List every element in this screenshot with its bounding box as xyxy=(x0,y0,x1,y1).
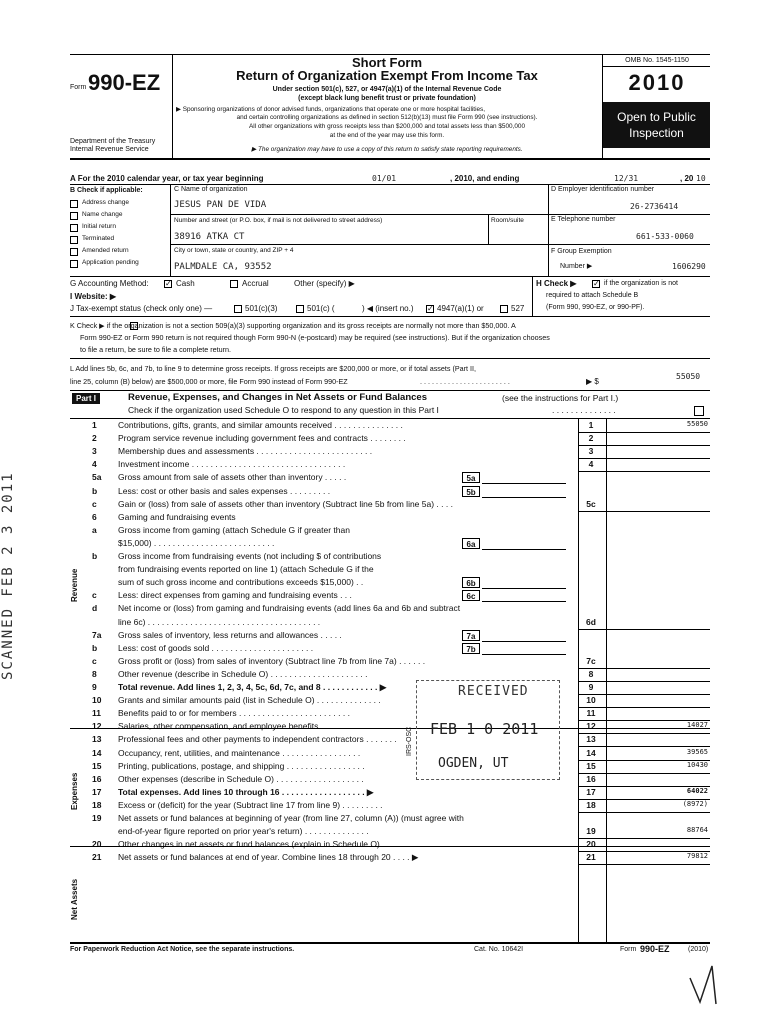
line-label: Gross profit or (loss) from sales of inventory (Subtract line 7b from line 7a) . . . . . . xyxy=(118,655,426,666)
line-number: b xyxy=(92,485,98,496)
line-number: a xyxy=(92,524,97,535)
line-number: 12 xyxy=(92,721,102,732)
line-number: 6 xyxy=(92,511,97,522)
line-label: Professional fees and other payments to independent contractors . . . . . . . xyxy=(118,734,397,745)
line-b-check-label: Initial return xyxy=(82,223,116,230)
line-label: Membership dues and assessments . . . . . . . . . . . . . . . . . . . . . . . . . xyxy=(118,446,373,457)
line-label: Other expenses (describe in Schedule O) . . . . . . . . . . . . . . . . . . . xyxy=(118,773,364,784)
line-number: 19 xyxy=(92,813,102,823)
line-b-check-label: Application pending xyxy=(82,259,139,266)
line-box-number: 3 xyxy=(588,446,594,457)
sub-line-box: 5a xyxy=(462,472,480,483)
sub-line-box: 5b xyxy=(462,486,480,497)
line-number: b xyxy=(92,642,98,653)
line-b-checkbox[interactable] xyxy=(70,224,78,232)
line-box-number: 13 xyxy=(586,734,596,745)
part-i-line xyxy=(70,590,710,602)
insert-no-label: ) ◀ (insert no.) xyxy=(362,304,414,313)
line-a-mid: , 2010, and ending xyxy=(450,174,520,183)
line-b-checkbox[interactable] xyxy=(70,260,78,268)
part-i-line xyxy=(70,761,710,773)
accrual-label: Accrual xyxy=(242,279,269,288)
net-assets-side-label: Net Assets xyxy=(70,878,79,920)
sub-line-box: 6b xyxy=(462,577,480,588)
tax-year-begin: 01/01 xyxy=(372,174,397,183)
sub-line-field[interactable] xyxy=(482,601,566,602)
line-box-number: 11 xyxy=(586,708,596,719)
line-amount[interactable]: 55050 xyxy=(686,420,708,428)
line-label: Gross amount from sale of assets other than inventory . . . . . xyxy=(118,472,347,483)
line-number: c xyxy=(92,498,97,509)
part-i-title: Revenue, Expenses, and Changes in Net Assets or Fund Balances xyxy=(128,392,427,403)
open-to-public-line2: Inspection xyxy=(629,126,684,140)
subtitle-3: ▶ Sponsoring organizations of donor advised funds, organizations that operate one or more hospital facilities, xyxy=(176,106,486,113)
part-i-line xyxy=(70,472,710,484)
subtitle-5: All other organizations with gross receipts less than $200,000 and total assets less than $500,000 xyxy=(248,123,526,130)
line-number: 10 xyxy=(92,695,102,706)
line-label: sum of such gross income and contributions exceeds $15,000) . . xyxy=(118,577,364,588)
4947-checkbox[interactable]: ✓ xyxy=(427,304,434,313)
line-box-number: 8 xyxy=(588,668,594,679)
open-to-public-line1: Open to Public xyxy=(617,110,696,124)
line-l-2: line 25, column (B) below) are $500,000 or more, file Form 990 instead of Form 990-EZ xyxy=(70,377,348,386)
line-b-label: B Check if applicable: xyxy=(70,187,143,194)
line-box-number: 19 xyxy=(586,826,596,837)
footer-form-year: (2010) xyxy=(688,946,709,953)
line-number: 13 xyxy=(92,734,102,745)
accrual-checkbox[interactable] xyxy=(230,280,238,288)
line-label: from fundraising events reported on line 1) (attach Schedule G if the xyxy=(118,564,374,575)
part-i-line xyxy=(70,538,710,550)
ein-label: D Employer identification number xyxy=(551,186,655,193)
received-stamp-date: FEB 1 0 2011 xyxy=(430,720,539,738)
line-number: 14 xyxy=(92,747,102,758)
line-label: Excess or (deficit) for the year (Subtract line 17 from line 9) . . . . . . . . . xyxy=(118,799,383,810)
sub-line-field[interactable] xyxy=(482,549,566,550)
street-address: 38916 ATKA CT xyxy=(174,232,245,242)
line-number: 3 xyxy=(92,446,97,457)
line-amount[interactable]: 64022 xyxy=(686,786,708,795)
part-i-line xyxy=(70,603,710,615)
line-number: c xyxy=(92,655,97,666)
line-number: 4 xyxy=(92,459,97,470)
line-label: Net assets or fund balances at beginning of year (from line 27, column (A)) (must agree with xyxy=(118,813,464,823)
part-i-line xyxy=(70,420,710,432)
line-box-number: 1 xyxy=(588,420,594,430)
sub-line-field[interactable] xyxy=(482,654,566,655)
part-i-line xyxy=(70,800,710,812)
line-box-number: 10 xyxy=(586,695,596,706)
line-k-checkbox[interactable] xyxy=(130,322,138,330)
dept-line-2: Internal Revenue Service xyxy=(70,146,149,153)
line-box-number: 9 xyxy=(588,682,594,692)
sub-line-box: 7a xyxy=(462,630,480,641)
line-number: 21 xyxy=(92,852,102,863)
527-label: 527 xyxy=(511,304,525,313)
line-number: 2 xyxy=(92,433,97,444)
subtitle-2: (except black lung benefit trust or private foundation) xyxy=(298,95,476,102)
line-number: 5a xyxy=(92,472,102,483)
501c-checkbox[interactable] xyxy=(296,305,304,313)
line-label: Gross income from gaming (attach Schedule G if greater than xyxy=(118,524,350,535)
received-stamp-side-code: IRS-OSC xyxy=(406,726,413,756)
dept-line-1: Department of the Treasury xyxy=(70,138,156,145)
line-b-check-label: Terminated xyxy=(82,235,115,242)
schedule-o-dots: . . . . . . . . . . . . . . xyxy=(552,405,616,415)
line-amount[interactable]: 14027 xyxy=(686,721,708,730)
sub-line-field[interactable] xyxy=(482,588,566,589)
line-amount[interactable]: 10430 xyxy=(686,760,708,769)
part-i-line xyxy=(70,695,710,707)
part-i-line xyxy=(70,787,710,799)
part-i-line xyxy=(70,813,710,825)
line-number: 8 xyxy=(92,668,97,679)
line-label: line 6c) . . . . . . . . . . . . . . . . . . . . . . . . . . . . . . . . . . . . . xyxy=(118,616,321,627)
sub-line-field[interactable] xyxy=(482,641,566,642)
line-a-label: A For the 2010 calendar year, or tax year beginning xyxy=(70,174,264,183)
line-number: 1 xyxy=(92,420,97,430)
website-label: I Website: ▶ xyxy=(70,292,117,301)
part-i-line xyxy=(70,525,710,537)
line-b-checkbox[interactable] xyxy=(70,236,78,244)
sub-line-field[interactable] xyxy=(482,497,566,498)
schedule-o-check-line: Check if the organization used Schedule O to respond to any question in this Part I xyxy=(128,405,439,415)
501c-label: 501(c) ( xyxy=(307,304,335,313)
line-label: end-of-year figure reported on prior year's return) . . . . . . . . . . . . . . xyxy=(118,826,369,837)
subtitle-4: and certain controlling organizations as defined in section 512(b)(13) must file Form 990 (see instructions). xyxy=(236,114,538,121)
part-i-line xyxy=(70,643,710,655)
line-label: Gross income from fundraising events (not including $ of contributions xyxy=(118,551,382,561)
title-short-form: Short Form xyxy=(351,55,423,70)
line-box-number: 7c xyxy=(586,655,596,666)
line-number: 9 xyxy=(92,682,97,692)
city-state-zip: PALMDALE CA, 93552 xyxy=(174,262,272,272)
line-k-3: to file a return, be sure to file a complete return. xyxy=(80,345,232,354)
part-i-line xyxy=(70,577,710,589)
group-number: 1606290 xyxy=(672,262,706,271)
form-word: Form xyxy=(70,84,87,91)
footer-form-number: 990-EZ xyxy=(640,944,670,954)
part-i-line xyxy=(70,852,710,864)
line-box-number: 17 xyxy=(586,786,596,797)
line-box-number: 6d xyxy=(586,616,596,627)
part-i-line xyxy=(70,630,710,642)
revenue-side-label: Revenue xyxy=(70,568,79,602)
street-label: Number and street (or P.O. box, if mail is not delivered to street address) xyxy=(174,217,383,224)
501c3-label: 501(c)(3) xyxy=(245,304,278,313)
part-i-line xyxy=(70,433,710,445)
part-i-line xyxy=(70,459,710,471)
ein-value: 26-2736414 xyxy=(630,202,679,211)
line-h-label: H Check ▶ xyxy=(536,279,577,288)
line-label: Salaries, other compensation, and employee benefits . . . . . . . . . . . . . xyxy=(118,721,380,732)
line-number: 11 xyxy=(92,708,101,719)
line-number: 16 xyxy=(92,773,102,784)
group-exemption-label: F Group Exemption xyxy=(551,248,612,255)
line-amount[interactable]: 39565 xyxy=(686,747,708,756)
line-box-number: 15 xyxy=(586,760,596,771)
line-box-number: 14 xyxy=(586,747,596,758)
line-label: Other revenue (describe in Schedule O) . . . . . . . . . . . . . . . . . . . . . xyxy=(118,668,368,679)
line-label: Total expenses. Add lines 10 through 16 . . . . . . . . . . . . . . . . . . ▶ xyxy=(118,786,374,797)
line-b-check-label: Amended return xyxy=(82,247,129,254)
other-method-label: Other (specify) ▶ xyxy=(294,279,355,288)
form-number: 990-EZ xyxy=(88,70,161,95)
part-i-line xyxy=(70,734,710,746)
footer-cat-no: Cat. No. 10642I xyxy=(474,946,524,953)
open-to-public-box xyxy=(603,102,710,148)
part-i-line xyxy=(70,774,710,786)
line-l-1: L Add lines 5b, 6c, and 7b, to line 9 to determine gross receipts. If gross receipts are $200,000 or more, or if total assets (Part II, xyxy=(70,364,477,373)
received-stamp-label: RECEIVED xyxy=(458,684,529,699)
cash-checkbox[interactable]: ✓ xyxy=(165,279,172,288)
phone-value: 661-533-0060 xyxy=(636,232,694,241)
expenses-side-label: Expenses xyxy=(70,772,79,810)
gross-receipts: 55050 xyxy=(676,372,701,381)
part-i-line xyxy=(70,512,710,524)
title-main: Return of Organization Exempt From Income Tax xyxy=(236,68,538,83)
cash-label: Cash xyxy=(176,279,195,288)
accounting-method-label: G Accounting Method: xyxy=(70,279,149,288)
line-h-text-2: required to attach Schedule B xyxy=(546,292,639,299)
line-l-arrow: ▶ $ xyxy=(586,377,599,386)
line-box-number: 2 xyxy=(588,433,594,444)
part-i-line xyxy=(70,748,710,760)
line-box-number: 20 xyxy=(586,839,596,850)
part-i-badge: Part I xyxy=(72,393,100,404)
sub-line-box: 7b xyxy=(462,643,480,654)
line-box-number: 21 xyxy=(586,852,596,863)
subtitle-1: Under section 501(c), 527, or 4947(a)(1) of the Internal Revenue Code xyxy=(272,86,502,93)
line-label: Occupancy, rent, utilities, and maintenance . . . . . . . . . . . . . . . . . xyxy=(118,747,361,758)
part-i-line xyxy=(70,826,710,838)
tax-year-end: 12/31 xyxy=(614,174,639,183)
line-number: 20 xyxy=(92,839,102,850)
line-label: Net assets or fund balances at end of year. Combine lines 18 through 20 . . . . ▶ xyxy=(118,852,419,863)
part-i-line xyxy=(70,708,710,720)
line-box-number: 5c xyxy=(586,498,596,509)
line-number: 17 xyxy=(92,786,102,797)
line-b-check-label: Name change xyxy=(82,211,123,218)
tax-exempt-status-label: J Tax-exempt status (check only one) — xyxy=(70,304,213,313)
sub-line-box: 6c xyxy=(462,590,480,601)
line-number: 7a xyxy=(92,629,102,640)
line-b-checkbox[interactable] xyxy=(70,248,78,256)
501c3-checkbox[interactable] xyxy=(234,305,242,313)
line-label: Gain or (loss) from sale of assets other than inventory (Subtract line 5b from line 5a) . . . . xyxy=(118,498,453,509)
line-b-checkbox[interactable] xyxy=(70,212,78,220)
line-label: Other changes in net assets or fund balances (explain in Schedule O) . . . . . . xyxy=(118,839,409,850)
end-year: 10 xyxy=(696,174,706,183)
scanned-stamp: SCANNED FEB 2 3 2011 xyxy=(0,471,16,680)
schedule-o-checkbox[interactable] xyxy=(694,406,704,416)
part-i-line xyxy=(70,551,710,563)
part-i-line xyxy=(70,486,710,498)
line-number: 18 xyxy=(92,799,102,810)
line-number: b xyxy=(92,551,98,561)
part-i-line xyxy=(70,669,710,681)
city-label: City or town, state or country, and ZIP + 4 xyxy=(174,247,294,254)
part-i-line xyxy=(70,617,710,629)
line-number: c xyxy=(92,590,97,601)
line-label: Benefits paid to or for members . . . . . . . . . . . . . . . . . . . . . . . . xyxy=(118,708,350,719)
phone-label: E Telephone number xyxy=(551,216,616,223)
line-label: Less: cost of goods sold . . . . . . . . . . . . . . . . . . . . . . xyxy=(118,642,314,653)
part-i-line xyxy=(70,446,710,458)
footer-form-word: Form xyxy=(620,946,637,953)
line-label: Printing, publications, postage, and shipping . . . . . . . . . . . . . . . . . xyxy=(118,760,365,771)
line-label: Net income or (loss) from gaming and fundraising events (add lines 6a and 6b and subtract xyxy=(118,603,461,614)
omb-number: OMB No. 1545-1150 xyxy=(625,57,689,64)
line-number: d xyxy=(92,603,98,614)
room-suite-label: Room/suite xyxy=(491,217,524,224)
line-b-checkbox[interactable] xyxy=(70,200,78,208)
line-l-dots: . . . . . . . . . . . . . . . . . . . . . . . xyxy=(420,377,510,386)
line-box-number: 12 xyxy=(586,721,596,732)
tax-year: 2010 xyxy=(628,70,686,95)
org-name-label: C Name of organization xyxy=(174,186,248,193)
line-h-text-1: if the organization is not xyxy=(604,280,678,287)
group-number-label: Number ▶ xyxy=(560,263,593,270)
line-h-text-3: (Form 990, 990-EZ, or 990-PF). xyxy=(546,304,645,311)
line-label: $15,000) . . . . . . . . . . . . . . . . . . . . . . . . . . xyxy=(118,537,275,548)
line-number: 15 xyxy=(92,760,102,771)
527-checkbox[interactable] xyxy=(500,305,508,313)
part-i-title-tail: (see the instructions for Part I.) xyxy=(502,393,619,403)
part-i-line xyxy=(70,499,710,511)
subtitle-7: ▶ The organization may have to use a copy of this return to satisfy state reporting requirements. xyxy=(251,146,523,153)
footer-paperwork: For Paperwork Reduction Act Notice, see the separate instructions. xyxy=(70,946,295,953)
line-label: Investment income . . . . . . . . . . . . . . . . . . . . . . . . . . . . . . . . . xyxy=(118,459,346,470)
part-i-line xyxy=(70,564,710,576)
handwritten-mark xyxy=(686,960,726,1015)
line-label: Grants and similar amounts paid (list in Schedule O) . . . . . . . . . . . . . . xyxy=(118,695,381,706)
line-label: Gaming and fundraising events xyxy=(118,511,236,522)
subtitle-6: at the end of the year may use this form. xyxy=(329,132,445,139)
received-stamp-city: OGDEN, UT xyxy=(438,756,509,771)
line-rule xyxy=(578,864,710,865)
line-amount[interactable]: 88764 xyxy=(686,826,708,835)
sub-line-field[interactable] xyxy=(482,483,566,484)
line-k-1: K Check ▶ if the organization is not a section 509(a)(3) supporting organization and its gross receipts are normally not more than $50,000. A xyxy=(70,321,516,330)
sub-line-box: 6a xyxy=(462,538,480,549)
line-label: Program service revenue including government fees and contracts . . . . . . . . xyxy=(118,433,406,444)
4947-label: 4947(a)(1) or xyxy=(437,304,484,313)
line-amount[interactable]: 79812 xyxy=(686,852,708,861)
org-name: JESUS PAN DE VIDA xyxy=(174,200,267,210)
line-box-number: 4 xyxy=(588,459,594,470)
line-label: Gross sales of inventory, less returns and allowances . . . . . xyxy=(118,629,342,640)
part-i-line xyxy=(70,682,710,694)
line-label: Contributions, gifts, grants, and similar amounts received . . . . . . . . . . . . . . . xyxy=(118,420,403,430)
line-label: Less: direct expenses from gaming and fundraising events . . . xyxy=(118,590,352,601)
part-i-line xyxy=(70,656,710,668)
line-box-number: 16 xyxy=(586,773,596,784)
line-amount[interactable]: (8972) xyxy=(682,799,708,808)
end-year-label: , 20 xyxy=(680,174,694,183)
line-label: Less: cost or other basis and sales expenses . . . . . . . . . xyxy=(118,485,331,496)
line-k-2: Form 990-EZ or Form 990 return is not required though Form 990-N (e-postcard) may be required (see instructions). But if the organization chooses xyxy=(80,333,550,342)
schedule-b-checkbox[interactable]: ✓ xyxy=(593,279,600,288)
line-label: Total revenue. Add lines 1, 2, 3, 4, 5c, 6d, 7c, and 8 . . . . . . . . . . . . ▶ xyxy=(118,682,387,692)
line-b-check-label: Address change xyxy=(82,199,129,206)
line-box-number: 18 xyxy=(586,799,596,810)
